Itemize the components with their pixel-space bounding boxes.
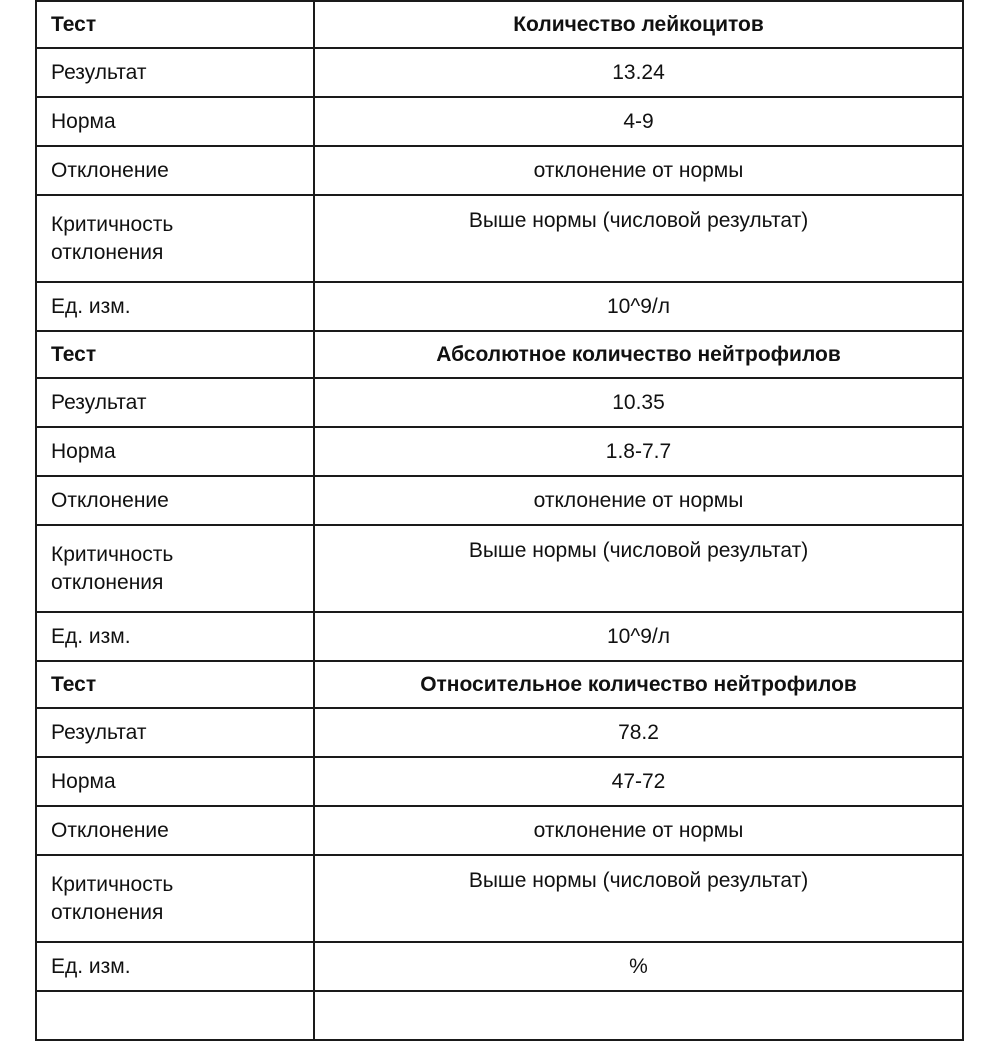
test-name-value: Абсолютное количество нейтрофилов (314, 331, 963, 378)
table-row (36, 612, 963, 661)
table-row (36, 757, 963, 806)
result-value: 78.2 (314, 708, 963, 757)
criticality-label-line-2: отклонения (51, 570, 164, 594)
row-label-units: Ед. изм. (36, 282, 314, 331)
row-label-units: Ед. изм. (36, 942, 314, 991)
row-label-test: Тест (36, 1, 314, 48)
result-value: 13.24 (314, 48, 963, 97)
table-row (36, 708, 963, 757)
row-label-deviation: Отклонение (36, 806, 314, 855)
criticality-label-line-1: Критичность (51, 212, 174, 236)
table-row (36, 942, 963, 991)
table-row-clipped (36, 991, 963, 1040)
criticality-value: Выше нормы (числовой результат) (314, 195, 963, 282)
clipped-value-cell (314, 991, 963, 1040)
table-row (36, 476, 963, 525)
test-name-value: Количество лейкоцитов (314, 1, 963, 48)
table-row (36, 195, 963, 282)
result-value: 10.35 (314, 378, 963, 427)
row-label-criticality (36, 855, 314, 942)
table-row (36, 855, 963, 942)
row-label-norm: Норма (36, 757, 314, 806)
units-value: 10^9/л (314, 612, 963, 661)
row-label-deviation: Отклонение (36, 146, 314, 195)
table-body (36, 1, 963, 1040)
row-label-norm: Норма (36, 97, 314, 146)
table-row (36, 1, 963, 48)
row-label-test: Тест (36, 661, 314, 708)
criticality-value: Выше нормы (числовой результат) (314, 855, 963, 942)
units-value: 10^9/л (314, 282, 963, 331)
table-row (36, 806, 963, 855)
table-row (36, 282, 963, 331)
criticality-label-line-1: Критичность (51, 872, 174, 896)
criticality-label-line-2: отклонения (51, 240, 164, 264)
row-label-units: Ед. изм. (36, 612, 314, 661)
row-label-test: Тест (36, 331, 314, 378)
norm-value: 47-72 (314, 757, 963, 806)
norm-value: 1.8-7.7 (314, 427, 963, 476)
table-row (36, 427, 963, 476)
table-row (36, 48, 963, 97)
row-label-result: Результат (36, 48, 314, 97)
criticality-label-line-2: отклонения (51, 900, 164, 924)
test-name-value: Относительное количество нейтрофилов (314, 661, 963, 708)
row-label-criticality (36, 525, 314, 612)
row-label-criticality (36, 195, 314, 282)
table-row (36, 525, 963, 612)
deviation-value: отклонение от нормы (314, 146, 963, 195)
table-row (36, 331, 963, 378)
table-row (36, 97, 963, 146)
lab-results-table (35, 0, 964, 1041)
units-value: % (314, 942, 963, 991)
row-label-deviation: Отклонение (36, 476, 314, 525)
clipped-label-cell (36, 991, 314, 1040)
table-row (36, 146, 963, 195)
row-label-norm: Норма (36, 427, 314, 476)
row-label-result: Результат (36, 378, 314, 427)
row-label-result: Результат (36, 708, 314, 757)
norm-value: 4-9 (314, 97, 963, 146)
criticality-value: Выше нормы (числовой результат) (314, 525, 963, 612)
deviation-value: отклонение от нормы (314, 806, 963, 855)
deviation-value: отклонение от нормы (314, 476, 963, 525)
table-row (36, 378, 963, 427)
table-row (36, 661, 963, 708)
criticality-label-line-1: Критичность (51, 542, 174, 566)
